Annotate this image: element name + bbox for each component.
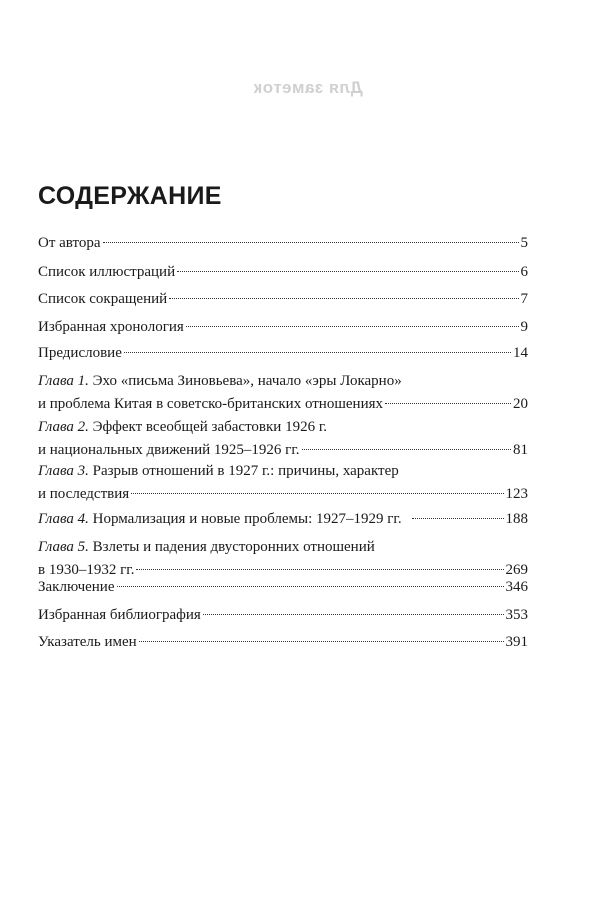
chapter-label: Глава 5. <box>38 539 89 555</box>
toc-entry-title: Список сокращений <box>38 291 168 307</box>
chapter-label: Глава 2. <box>38 419 89 435</box>
toc-entry-title: Взлеты и падения двусторонних отношений <box>92 539 375 555</box>
toc-entry-title: Нормализация и новые проблемы: 1927–1929 гг. <box>92 511 402 527</box>
dot-leader <box>385 403 511 404</box>
dot-leader <box>169 298 518 299</box>
toc-page-number: 9 <box>520 319 528 335</box>
toc-page-number: 269 <box>505 562 528 578</box>
toc-entry-bibliography[interactable] <box>38 604 528 627</box>
dot-leader <box>131 493 503 494</box>
toc-entry-title: Избранная библиография <box>38 607 201 623</box>
toc-page-number: 5 <box>520 235 528 251</box>
toc-entry-chronology[interactable] <box>38 316 528 339</box>
toc-entry-title: От автора <box>38 235 101 251</box>
toc-entry-title: Предисловие <box>38 345 122 361</box>
toc-page-number: 188 <box>505 511 528 527</box>
toc-page-number: 14 <box>513 345 528 361</box>
toc-heading: СОДЕРЖАНИЕ <box>38 182 222 210</box>
bleed-through-text: Для заметок <box>253 78 363 97</box>
toc-entry-title: Указатель имен <box>38 634 137 650</box>
toc-entry-chapter-2[interactable] <box>38 416 528 462</box>
chapter-label: Глава 3. <box>38 463 89 479</box>
dot-leader <box>136 569 503 570</box>
toc-entry-conclusion[interactable] <box>38 576 528 599</box>
toc-entry-chapter-4[interactable] <box>38 508 528 531</box>
toc-entry-title: Список иллюстраций <box>38 264 176 280</box>
dot-leader <box>139 641 504 642</box>
toc-page-number: 6 <box>520 264 528 280</box>
dot-leader <box>302 449 511 450</box>
toc-entry-title: Эффект всеобщей забастовки 1926 г. <box>92 419 328 435</box>
dot-leader <box>412 518 504 519</box>
toc-page-number: 123 <box>505 486 528 502</box>
chapter-label: Глава 4. <box>38 511 89 527</box>
chapter-label: Глава 1. <box>38 373 89 389</box>
toc-page-number: 346 <box>505 579 528 595</box>
toc-entry-title: Разрыв отношений в 1927 г.: причины, характер <box>92 463 399 479</box>
toc-entry-preface[interactable] <box>38 342 528 365</box>
toc-entry-title: Избранная хронология <box>38 319 184 335</box>
toc-page-number: 391 <box>505 634 528 650</box>
toc-entry-chapter-1[interactable] <box>38 370 528 416</box>
toc-entry-title-continued: и национальных движений 1925–1926 гг. <box>38 442 300 458</box>
toc-page-number: 7 <box>520 291 528 307</box>
toc-entry-chapter-3[interactable] <box>38 460 528 506</box>
dot-leader <box>124 352 511 353</box>
dot-leader <box>177 271 518 272</box>
dot-leader <box>103 242 519 243</box>
toc-entry-title: Заключение <box>38 579 115 595</box>
dot-leader <box>203 614 504 615</box>
toc-entry-title-continued: в 1930–1932 гг. <box>38 562 135 578</box>
dot-leader <box>186 326 519 327</box>
toc-entry-from-author[interactable] <box>38 232 528 255</box>
toc-page-number: 20 <box>513 396 528 412</box>
toc-entry-name-index[interactable] <box>38 631 528 654</box>
toc-page-number: 81 <box>513 442 528 458</box>
toc-entry-abbreviations[interactable] <box>38 288 528 311</box>
toc-entry-illustrations[interactable] <box>38 261 528 284</box>
dot-leader <box>117 586 504 587</box>
toc-entry-title-continued: и последствия <box>38 486 130 502</box>
toc-page-number: 353 <box>505 607 528 623</box>
toc-entry-title: Эхо «письма Зиновьева», начало «эры Локарно» <box>92 373 402 389</box>
toc-entry-title-continued: и проблема Китая в советско-британских отношениях <box>38 396 383 412</box>
